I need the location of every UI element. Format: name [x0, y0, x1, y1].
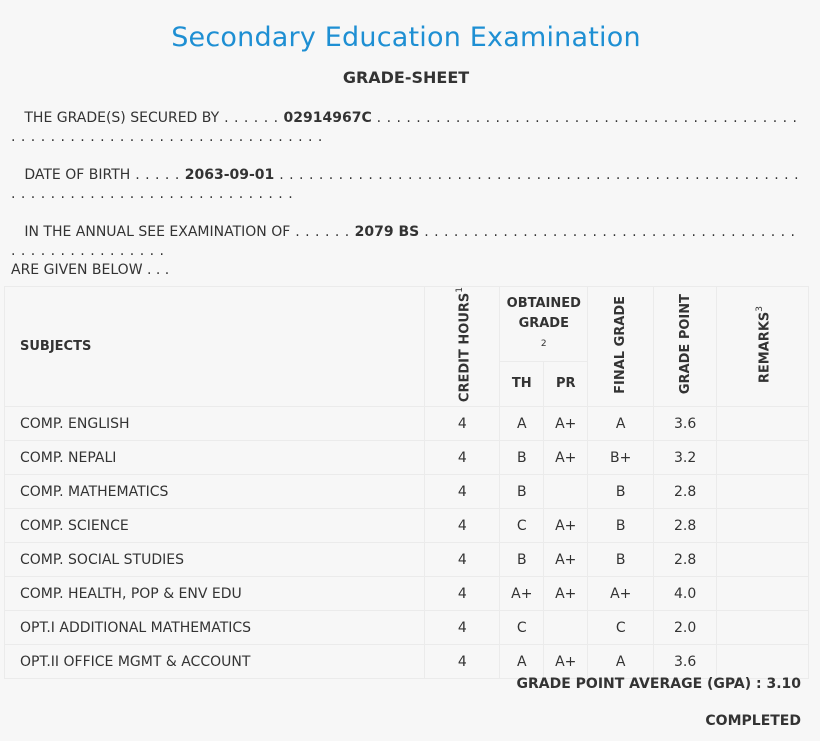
credit-hours-cell: 4: [425, 577, 500, 611]
final-grade-cell: B: [588, 509, 654, 543]
subject-cell: COMP. ENGLISH: [5, 407, 425, 441]
examination-line: [11, 223, 801, 280]
practical-grade-cell: A+: [544, 577, 588, 611]
final-grade-cell: A: [588, 407, 654, 441]
remarks-cell: [717, 577, 809, 611]
table-row: [5, 475, 809, 509]
theory-grade-cell: A: [500, 645, 544, 679]
credit-hours-cell: 4: [425, 407, 500, 441]
grade-point-cell: 2.0: [654, 611, 717, 645]
date-of-birth-line: [11, 166, 801, 204]
examination-label: IN THE ANNUAL SEE EXAMINATION OF: [24, 224, 291, 240]
credit-hours-cell: 4: [425, 475, 500, 509]
theory-grade-cell: B: [500, 441, 544, 475]
grade-sheet-heading: GRADE-SHEET: [342, 68, 470, 87]
practical-grade-cell: A+: [544, 543, 588, 577]
examination-trail-dots: . . . . . . . . . . . . . . . . . . . . . . . . . . . . . . . . . . . . . . . . . . . . . . . . . . . . . .: [11, 224, 796, 259]
final-grade-cell: C: [588, 611, 654, 645]
remarks-cell: [717, 475, 809, 509]
remarks-cell: [717, 441, 809, 475]
subject-cell: COMP. SCIENCE: [5, 509, 425, 543]
credit-hours-cell: 4: [425, 509, 500, 543]
theory-grade-cell: A: [500, 407, 544, 441]
grade-point-cell: 2.8: [654, 475, 717, 509]
secured-by-label: THE GRADE(S) SECURED BY: [24, 110, 220, 126]
table-row: [5, 509, 809, 543]
grade-point-cell: 3.6: [654, 645, 717, 679]
symbol-number: 02914967C: [283, 110, 372, 126]
grade-table: [4, 286, 809, 699]
grade-point-header: GRADE POINT: [654, 287, 717, 407]
subject-cell: COMP. HEALTH, POP & ENV EDU: [5, 577, 425, 611]
grade-point-cell: 2.8: [654, 543, 717, 577]
practical-grade-cell: [544, 611, 588, 645]
subject-cell: OPT.I ADDITIONAL MATHEMATICS: [5, 611, 425, 645]
result-status: COMPLETED: [705, 713, 801, 729]
credit-hours-cell: 4: [425, 645, 500, 679]
final-grade-header: FINAL GRADE: [588, 287, 654, 407]
remarks-cell: [717, 543, 809, 577]
table-row: [5, 543, 809, 577]
subject-cell: COMP. SOCIAL STUDIES: [5, 543, 425, 577]
subjects-header: SUBJECTS: [5, 287, 425, 407]
credit-hours-cell: 4: [425, 543, 500, 577]
obtained-grade-header: OBTAINED GRADE$^2$: [500, 287, 588, 362]
remarks-cell: [717, 645, 809, 679]
secured-by-lead-dots: . . . . . .: [219, 110, 284, 126]
remarks-header: REMARKS$^3$: [717, 287, 809, 407]
secured-by-trail-dots: . . . . . . . . . . . . . . . . . . . . . . . . . . . . . . . . . . . . . . . . . . . . . . . . . . . . . . . . . . . . . . . . . . . . . . . . . . .: [11, 110, 798, 145]
credit-hours-header: CREDIT HOURS$^1$: [425, 287, 500, 407]
remarks-cell: [717, 509, 809, 543]
grade-point-cell: 3.6: [654, 407, 717, 441]
remarks-cell: [717, 611, 809, 645]
page-title: Secondary Education Examination: [171, 22, 641, 53]
theory-grade-cell: C: [500, 611, 544, 645]
grade-point-cell: 2.8: [654, 509, 717, 543]
given-below-text: ARE GIVEN BELOW . . .: [11, 262, 170, 278]
date-of-birth-trail-dots: . . . . . . . . . . . . . . . . . . . . . . . . . . . . . . . . . . . . . . . . . . . . . . . . . . . . . . . . . . . . . . . . . . . . . . . . . . . . . . . . . .: [11, 167, 800, 202]
practical-header: PR: [544, 361, 588, 406]
table-row: [5, 645, 809, 679]
date-of-birth-lead-dots: . . . . .: [130, 167, 185, 183]
subject-cell: OPT.II OFFICE MGMT & ACCOUNT: [5, 645, 425, 679]
grade-point-cell: 4.0: [654, 577, 717, 611]
practical-grade-cell: A+: [544, 509, 588, 543]
table-row: [5, 611, 809, 645]
theory-grade-cell: A+: [500, 577, 544, 611]
theory-header: TH: [500, 361, 544, 406]
subject-cell: COMP. NEPALI: [5, 441, 425, 475]
date-of-birth-label: DATE OF BIRTH: [24, 167, 131, 183]
table-row: [5, 577, 809, 611]
practical-grade-cell: [544, 475, 588, 509]
practical-grade-cell: A+: [544, 441, 588, 475]
credit-hours-cell: 4: [425, 441, 500, 475]
secured-by-line: [11, 109, 801, 147]
credit-hours-cell: 4: [425, 611, 500, 645]
examination-lead-dots: . . . . . .: [290, 224, 355, 240]
gpa-summary: GRADE POINT AVERAGE (GPA) : 3.10: [516, 676, 801, 692]
subject-cell: COMP. MATHEMATICS: [5, 475, 425, 509]
final-grade-cell: B: [588, 475, 654, 509]
date-of-birth-value: 2063-09-01: [184, 167, 275, 183]
final-grade-cell: A+: [588, 577, 654, 611]
final-grade-cell: B+: [588, 441, 654, 475]
practical-grade-cell: A+: [544, 407, 588, 441]
final-grade-cell: A: [588, 645, 654, 679]
theory-grade-cell: B: [500, 543, 544, 577]
table-row: [5, 441, 809, 475]
examination-year: 2079 BS: [354, 224, 420, 240]
table-row: [5, 407, 809, 441]
final-grade-cell: B: [588, 543, 654, 577]
practical-grade-cell: A+: [544, 645, 588, 679]
theory-grade-cell: C: [500, 509, 544, 543]
remarks-cell: [717, 407, 809, 441]
theory-grade-cell: B: [500, 475, 544, 509]
grade-point-cell: 3.2: [654, 441, 717, 475]
